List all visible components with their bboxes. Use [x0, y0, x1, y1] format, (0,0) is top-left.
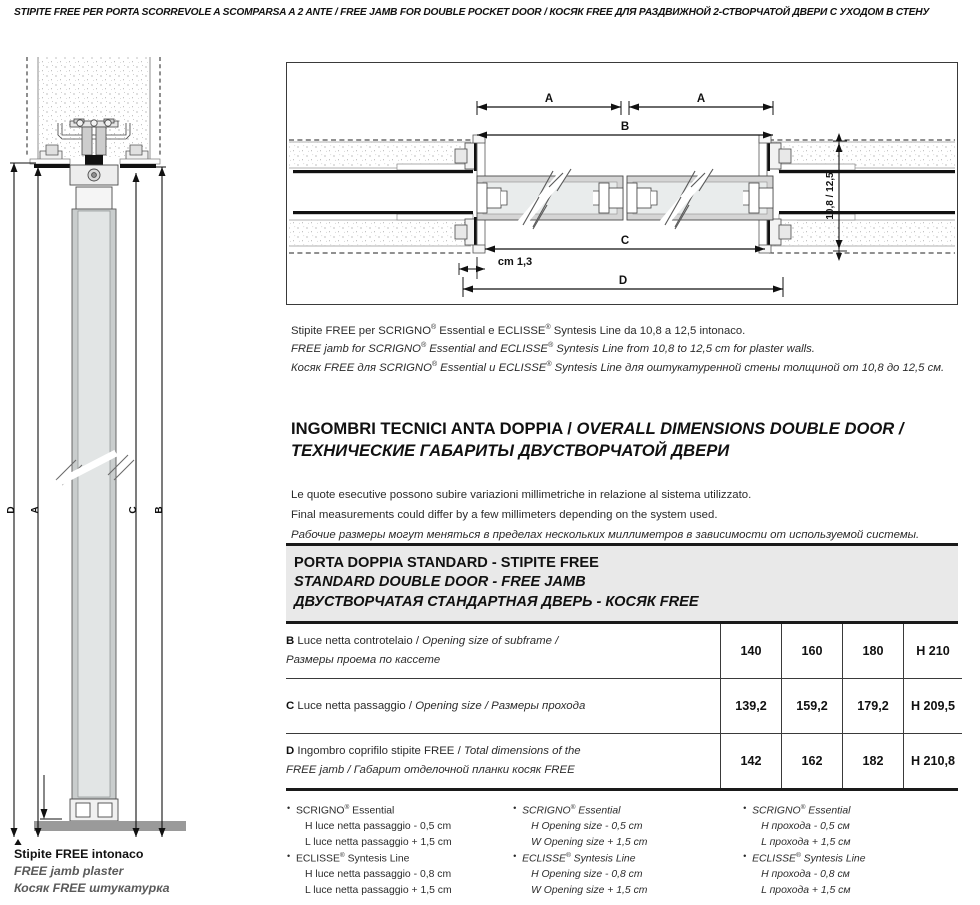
row-b-value-180: 180: [843, 624, 904, 679]
plan-dim-label-thickness: 10,8 / 12,5: [825, 172, 836, 220]
footnote-column-ru: [732, 803, 966, 899]
table-row: [286, 679, 962, 734]
table-row: [286, 734, 962, 789]
left-dim-label-a: A: [30, 506, 41, 514]
section-heading-line2: ТЕХНИЧЕСКИЕ ГАБАРИТЫ ДВУСТВОРЧАТОЙ ДВЕРИ: [291, 440, 730, 460]
plan-caption-line-en: FREE jamb for SCRIGNO® Essential and ECLISSE® Syntesis Line from 10,8 to 12,5 cm for plaster walls.: [291, 342, 815, 356]
row-d-value-height: H 210,8: [904, 734, 963, 789]
left-caption-line-en: FREE jamb plaster: [14, 864, 124, 879]
row-c-value-1392: 139,2: [721, 679, 782, 734]
page-title: STIPITE FREE PER PORTA SCORREVOLE A SCOMPARSA A 2 ANTE / FREE JAMB FOR DOUBLE POCKET DOOR / КОСЯК FREE ДЛЯ РАЗДВИЖНОЙ 2-СТВОРЧАТОЙ ДВЕРИ С УХОДОМ В СТЕНУ: [14, 7, 930, 18]
dimensions-table: [286, 543, 958, 791]
footnote-column-en: [504, 803, 732, 899]
note-line-it: Le quote esecutive possono subire variazioni millimetriche in relazione al sistema utilizzato.: [291, 489, 752, 501]
row-b-value-140: 140: [721, 624, 782, 679]
table-bottom-rule: [286, 788, 958, 791]
footnote-group-eclisse-en: [512, 851, 732, 899]
left-caption-line-ru: Косяк FREE штукатурка: [14, 881, 170, 896]
footnote-title-scrigno: • SCRIGNO® Essential: [512, 803, 732, 819]
note-line-en: Final measurements could differ by a few millimeters depending on the system used.: [291, 508, 718, 521]
footnote-line: L прохода + 1,5 см: [761, 837, 851, 849]
footnote-line: L luce netta passaggio + 1,5 cm: [305, 885, 452, 896]
footnote-column-it: [286, 803, 504, 899]
row-d-value-142: 142: [721, 734, 782, 789]
measurement-notes: [291, 486, 956, 546]
row-label-c: C Luce netta passaggio / Opening size / Размеры прохода: [286, 679, 721, 734]
row-c-value-height: H 209,5: [904, 679, 963, 734]
footnote-group-scrigno-it: [286, 803, 504, 851]
table-header-line-it: PORTA DOPPIA STANDARD - STIPITE FREE: [294, 555, 599, 571]
footnote-line: W Opening size + 1,5 cm: [531, 885, 648, 896]
plan-drawing-caption: [291, 322, 956, 377]
plan-section-drawing: [286, 62, 958, 305]
plan-dim-label-a-left: A: [544, 93, 554, 105]
left-drawing-caption: [14, 846, 274, 897]
table-row: [286, 624, 962, 679]
footnotes: [286, 803, 966, 899]
row-b-value-160: 160: [782, 624, 843, 679]
footnote-title-scrigno: • SCRIGNO® Essential: [742, 803, 966, 819]
plan-caption-line-it: Stipite FREE per SCRIGNO® Essential e ECLISSE® Syntesis Line da 10,8 a 12,5 intonaco.: [291, 324, 746, 337]
section-heading: [291, 418, 951, 462]
footnote-group-scrigno-en: [512, 803, 732, 851]
footnote-line: H luce netta passaggio - 0,5 cm: [305, 821, 452, 833]
plan-dim-label-a-right: A: [696, 93, 706, 105]
footnote-line: H luce netta passaggio - 0,8 cm: [305, 869, 452, 881]
footnote-line: H прохода - 0,5 см: [761, 821, 850, 833]
left-dim-label-c: C: [128, 506, 139, 514]
row-label-b: B Luce netta controtelaio / Opening size of subframe / Размеры проема по кассете: [286, 624, 721, 679]
table-body: [286, 624, 962, 788]
table-header-line-en: STANDARD DOUBLE DOOR - FREE JAMB: [294, 574, 586, 591]
row-c-value-1592: 159,2: [782, 679, 843, 734]
row-d-value-162: 162: [782, 734, 843, 789]
footnote-group-eclisse-ru: [742, 851, 966, 899]
footnote-line: W Opening size + 1,5 cm: [531, 837, 648, 849]
row-d-value-182: 182: [843, 734, 904, 789]
vertical-section-drawing: [0, 55, 278, 845]
plan-dim-label-c: C: [620, 235, 630, 247]
section-heading-line1: INGOMBRI TECNICI ANTA DOPPIA / OVERALL DIMENSIONS DOUBLE DOOR /: [291, 419, 904, 438]
plan-caption-line-ru: Косяк FREE для SCRIGNO® Essential и ECLISSE® Syntesis Line для оштукатуренной стены толщиной от 10,8 до 12,5 см.: [291, 360, 945, 374]
footnote-line: H прохода - 0,8 см: [761, 869, 850, 881]
row-c-value-1792: 179,2: [843, 679, 904, 734]
note-line-ru: Рабочие размеры могут меняться в пределах нескольких миллиметров в зависимости от используемой системы.: [291, 528, 920, 541]
footnote-title-eclisse: • ECLISSE® Syntesis Line: [512, 851, 732, 867]
left-dim-label-b: B: [154, 506, 165, 514]
footnote-title-scrigno: • SCRIGNO® Essential: [286, 803, 504, 819]
plan-dim-label-cm: cm 1,3: [497, 256, 533, 268]
footnote-group-scrigno-ru: [742, 803, 966, 851]
footnote-line: L прохода + 1,5 см: [761, 885, 851, 896]
table-header-line-ru: ДВУСТВОРЧАТАЯ СТАНДАРТНАЯ ДВЕРЬ - КОСЯК FREE: [294, 593, 699, 610]
row-b-value-height: H 210: [904, 624, 963, 679]
plan-dim-label-b: B: [620, 121, 630, 133]
left-dim-label-d: D: [6, 506, 17, 514]
footnote-line: H Opening size - 0,8 cm: [531, 869, 643, 881]
left-caption-line-it: Stipite FREE intonaco: [14, 847, 144, 861]
row-label-d: D Ingombro coprifilo stipite FREE / Total dimensions of the FREE jamb / Габарит отделочной планки косяк FREE: [286, 745, 581, 777]
footnote-line: L luce netta passaggio + 1,5 cm: [305, 837, 452, 849]
footnote-group-eclisse-it: [286, 851, 504, 899]
footnote-title-eclisse: • ECLISSE® Syntesis Line: [286, 851, 504, 867]
footnote-line: H Opening size - 0,5 cm: [531, 821, 643, 833]
plan-dim-label-d: D: [618, 275, 628, 287]
table-header-band: [286, 546, 958, 621]
footnote-title-eclisse: • ECLISSE® Syntesis Line: [742, 851, 966, 867]
